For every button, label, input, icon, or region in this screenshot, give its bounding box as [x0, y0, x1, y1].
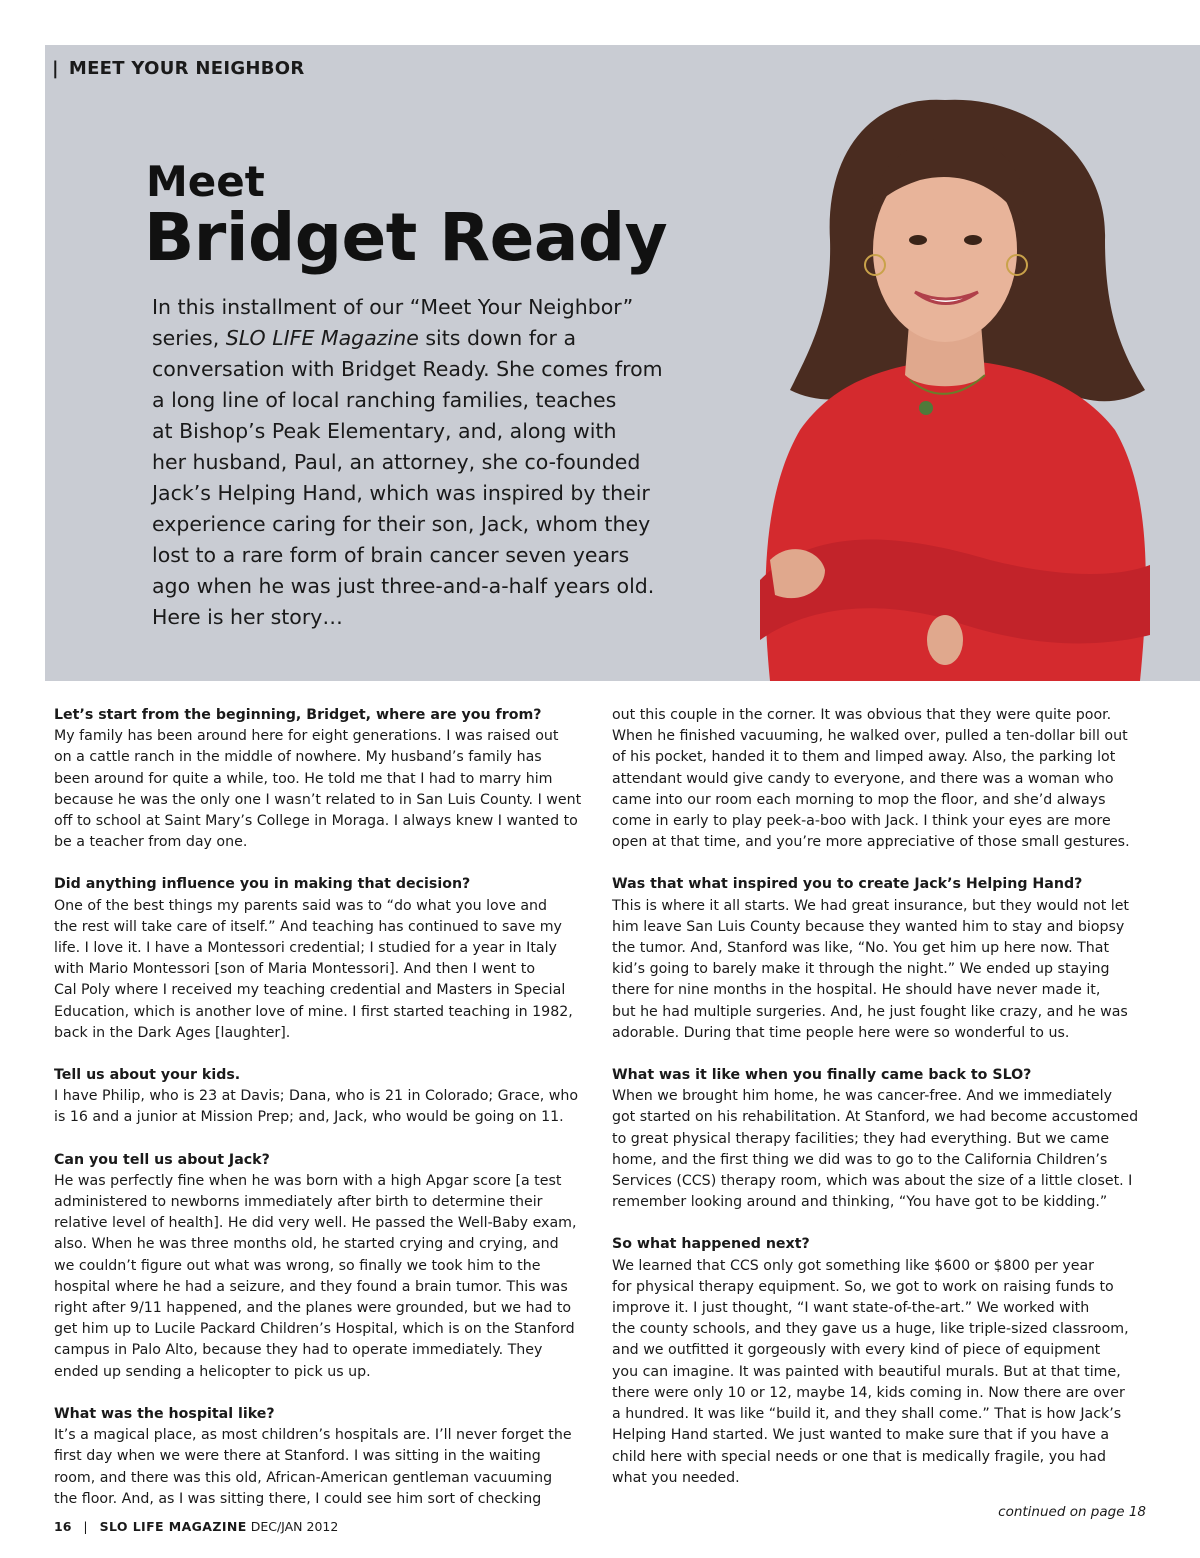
page-number: 16 [54, 1519, 72, 1534]
text-line: a hundred. It was like “build it, and they shall come.” That is how Jack’s [612, 1406, 1122, 1423]
title-meet: Meet [146, 157, 265, 206]
answer-paragraph [54, 1425, 594, 1510]
text-line: remember looking around and thinking, “You have got to be kidding.” [612, 1194, 1108, 1211]
text-line: but he had multiple surgeries. And, he just fought like crazy, and he was [612, 1003, 1128, 1020]
text-line: the rest will take care of itself.” And teaching has continued to save my [54, 918, 562, 935]
intro-line: a long line of local ranching families, teaches [152, 388, 617, 412]
section-bar: | [52, 58, 59, 79]
text-line: When we brought him home, he was cancer-free. And we immediately [612, 1088, 1112, 1105]
text-line: first day when we were there at Stanford. I was sitting in the waiting [54, 1448, 541, 1465]
text-line: him leave San Luis County because they wanted him to stay and biopsy [612, 918, 1125, 935]
intro-text: series, [152, 326, 226, 350]
text-line: come in early to play peek-a-boo with Jack. I think your eyes are more [612, 813, 1111, 830]
section-label-text: MEET YOUR NEIGHBOR [68, 58, 305, 79]
intro-line: lost to a rare form of brain cancer seven years [152, 543, 630, 567]
text-line: to great physical therapy facilities; they had everything. But we came [612, 1130, 1110, 1147]
intro-line: her husband, Paul, an attorney, she co-founded [152, 450, 641, 474]
text-line: Cal Poly where I received my teaching credential and Masters in Special [54, 982, 566, 999]
intro-line: at Bishop’s Peak Elementary, and, along with [152, 419, 617, 443]
question-heading: Can you tell us about Jack? [54, 1151, 270, 1168]
magazine-title: SLO LIFE MAGAZINE [99, 1519, 247, 1534]
intro-line: conversation with Bridget Ready. She comes from [152, 357, 663, 381]
text-line: the tumor. And, Stanford was like, “No. You get him up here now. That [612, 940, 1110, 957]
text-line: home, and the first thing we did was to go to the California Children’s [612, 1151, 1108, 1168]
text-line: Helping Hand started. We just wanted to make sure that if you have a [612, 1427, 1110, 1444]
text-line: child here with special needs or one that is medically fragile, you had [612, 1448, 1106, 1465]
text-line: hospital where he had a seizure, and they found a brain tumor. This was [54, 1278, 568, 1295]
text-line: got started on his rehabilitation. At Stanford, we had become accustomed [612, 1109, 1139, 1126]
answer-paragraph [612, 1256, 1152, 1489]
answer-paragraph [54, 1171, 594, 1383]
issue-date: DEC/JAN 2012 [250, 1519, 339, 1534]
magazine-name: SLO LIFE Magazine [225, 326, 419, 350]
text-line: life. I love it. I have a Montessori credential; I studied for a year in Italy [54, 940, 557, 957]
text-line: Services (CCS) therapy room, which was about the size of a little closet. I [612, 1173, 1133, 1190]
article-column-right [612, 705, 1152, 1489]
question-heading: What was the hospital like? [54, 1405, 275, 1422]
text-line: be a teacher from day one. [54, 834, 248, 851]
text-line: right after 9/11 happened, and the planes were grounded, but we had to [54, 1300, 572, 1317]
article-column-left [54, 705, 594, 1510]
intro-line: experience caring for their son, Jack, whom they [152, 512, 651, 536]
text-line: there for nine months in the hospital. He should have never made it, [612, 982, 1101, 999]
continued-note: continued on page 18 [998, 1504, 1146, 1520]
text-line: attendant would give candy to everyone, and there was a woman who [612, 770, 1114, 787]
text-line: on a cattle ranch in the middle of nowhere. My husband’s family has [54, 749, 542, 766]
intro-text: sits down for a [418, 326, 577, 350]
text-line: back in the Dark Ages [laughter]. [54, 1024, 291, 1041]
text-line: and we outfitted it gorgeously with every kind of piece of equipment [612, 1342, 1101, 1359]
answer-paragraph [54, 896, 594, 1044]
text-line: open at that time, and you’re more appreciative of those small gestures. [612, 834, 1130, 851]
text-line: you can imagine. It was painted with beautiful murals. But at that time, [612, 1363, 1121, 1380]
text-line: One of the best things my parents said was to “do what you love and [54, 897, 548, 914]
text-line: because he was the only one I wasn’t related to in San Luis County. I went [54, 791, 582, 808]
page-footer [54, 1519, 338, 1534]
question-heading: What was it like when you finally came back to SLO? [612, 1067, 1032, 1084]
text-line: we couldn’t figure out what was wrong, so finally we took him to the [54, 1257, 541, 1274]
title-name: Bridget Ready [144, 199, 668, 276]
intro-line: In this installment of our “Meet Your Neighbor” [152, 295, 634, 319]
text-line: Education, which is another love of mine. I first started teaching in 1982, [54, 1003, 573, 1020]
text-line: adorable. During that time people here were so wonderful to us. [612, 1024, 1070, 1041]
answer-paragraph [612, 896, 1152, 1044]
text-line: the county schools, and they gave us a huge, like triple-sized classroom, [612, 1321, 1129, 1338]
answer-paragraph [612, 705, 1152, 853]
text-line: improve it. I just thought, “I want state-of-the-art.” We worked with [612, 1300, 1090, 1317]
text-line: relative level of health]. He did very well. He passed the Well-Baby exam, [54, 1215, 577, 1232]
text-line: of his pocket, handed it to them and limped away. Also, the parking lot [612, 749, 1116, 766]
intro-line: Here is her story… [152, 605, 343, 629]
answer-paragraph [54, 726, 594, 853]
text-line: get him up to Lucile Packard Children’s Hospital, which is on the Stanford [54, 1321, 575, 1338]
intro-line [152, 323, 672, 354]
text-line: there were only 10 or 12, maybe 14, kids coming in. Now there are over [612, 1384, 1125, 1401]
text-line: with Mario Montessori [son of Maria Montessori]. And then I went to [54, 961, 535, 978]
question-heading: Tell us about your kids. [54, 1067, 241, 1084]
portrait-photo [730, 60, 1170, 681]
text-line: We learned that CCS only got something like $600 or $800 per year [612, 1257, 1094, 1274]
answer-paragraph [612, 1086, 1152, 1213]
text-line: for physical therapy equipment. So, we got to work on raising funds to [612, 1278, 1114, 1295]
text-line: kid’s going to barely make it through the night.” We ended up staying [612, 961, 1110, 978]
text-line: came into our room each morning to mop the floor, and she’d always [612, 791, 1106, 808]
text-line: It’s a magical place, as most children’s hospitals are. I’ll never forget the [54, 1427, 572, 1444]
text-line: administered to newborns immediately after birth to determine their [54, 1194, 543, 1211]
text-line: off to school at Saint Mary’s College in Moraga. I always knew I wanted to [54, 813, 578, 830]
text-line: is 16 and a junior at Mission Prep; and, Jack, who would be going on 11. [54, 1109, 564, 1126]
text-line: When he finished vacuuming, he walked over, pulled a ten-dollar bill out [612, 728, 1128, 745]
text-line: campus in Palo Alto, because they had to operate immediately. They [54, 1342, 543, 1359]
text-line: room, and there was this old, African-American gentleman vacuuming [54, 1469, 553, 1486]
text-line: ended up sending a helicopter to pick us up. [54, 1363, 371, 1380]
text-line: been around for quite a while, too. He told me that I had to marry him [54, 770, 553, 787]
intro-line: Jack’s Helping Hand, which was inspired by their [152, 481, 650, 505]
question-heading: Let’s start from the beginning, Bridget, where are you from? [54, 707, 542, 723]
text-line: what you needed. [612, 1469, 740, 1486]
text-line: He was perfectly fine when he was born with a high Apgar score [a test [54, 1172, 562, 1189]
intro-paragraph [152, 292, 672, 633]
text-line: also. When he was three months old, he started crying and crying, and [54, 1236, 559, 1253]
question-heading: So what happened next? [612, 1236, 810, 1253]
text-line: This is where it all starts. We had great insurance, but they would not let [612, 897, 1129, 914]
answer-paragraph [54, 1086, 594, 1128]
text-line: I have Philip, who is 23 at Davis; Dana, who is 21 in Colorado; Grace, who [54, 1088, 579, 1105]
section-label [52, 58, 305, 79]
question-heading: Did anything influence you in making that decision? [54, 876, 471, 893]
footer-separator: | [83, 1519, 88, 1534]
text-line: out this couple in the corner. It was obvious that they were quite poor. [612, 707, 1112, 723]
text-line: the floor. And, as I was sitting there, I could see him sort of checking [54, 1490, 542, 1507]
question-heading: Was that what inspired you to create Jack’s Helping Hand? [612, 876, 1083, 893]
intro-line: ago when he was just three-and-a-half years old. [152, 574, 655, 598]
text-line: My family has been around here for eight generations. I was raised out [54, 728, 559, 745]
